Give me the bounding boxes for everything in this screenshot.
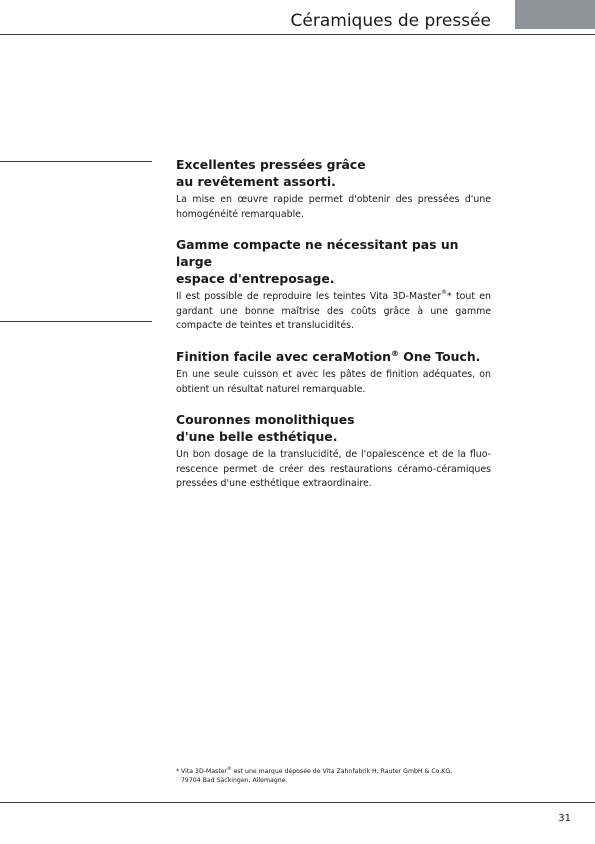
header-color-tab — [515, 0, 595, 29]
section-body: Un bon dosage de la translucidité, de l'opalescence et de la fluo-rescence permet de créer des restaurations céramo-céramiques pressées d'une esthétique extraordinaire. — [176, 449, 491, 490]
registered-mark: ® — [227, 767, 232, 772]
footnote-address: 79704 Bad Säckingen, Allemagne. — [181, 777, 288, 784]
footnote-text: * Vita 3D-Master — [176, 768, 228, 775]
heading-text: Finition facile avec ceraMotion — [176, 348, 391, 364]
page-number: 31 — [558, 813, 571, 824]
side-divider-2 — [0, 321, 152, 322]
section-heading: Gamme compacte ne nécessitant pas un large espace d'entreposage. — [176, 237, 459, 287]
header-title: Céramiques de pressée — [290, 11, 491, 31]
footnote-text: est une marque déposée de Vita Zahnfabrik H. Rauter GmbH & Co.KG, — [231, 768, 453, 775]
main-content — [176, 156, 491, 492]
header-divider — [0, 34, 595, 35]
section-pressings — [176, 156, 491, 222]
side-divider-1 — [0, 161, 152, 162]
section-heading — [176, 348, 491, 365]
footnote — [176, 767, 476, 785]
footer-divider — [0, 802, 595, 803]
body-text: Il est possible de reproduire les teintes Vita 3D-Master — [176, 291, 442, 303]
section-body: La mise en œuvre rapide permet d'obtenir des pressées d'une homogénéité remarquable. — [176, 194, 491, 220]
section-heading: Excellentes pressées grâce au revêtement assorti. — [176, 157, 366, 189]
body-text: * tout en gardant une bonne maîtrise des coûts grâce à une gamme compacte de teintes et translucidités. — [176, 291, 491, 332]
section-compact-range — [176, 236, 491, 334]
registered-mark: ® — [390, 348, 399, 358]
section-heading: Couronnes monolithiques d'une belle esthétique. — [176, 412, 355, 445]
section-monolithic-crowns — [176, 411, 491, 492]
section-body — [176, 290, 491, 334]
section-body: En une seule cuisson et avec les pâtes de finition adéquates, on obtient un résultat naturel remarquable. — [176, 368, 491, 395]
section-finishing — [176, 348, 491, 397]
heading-text: One Touch. — [398, 348, 481, 364]
registered-mark: ® — [441, 289, 448, 297]
